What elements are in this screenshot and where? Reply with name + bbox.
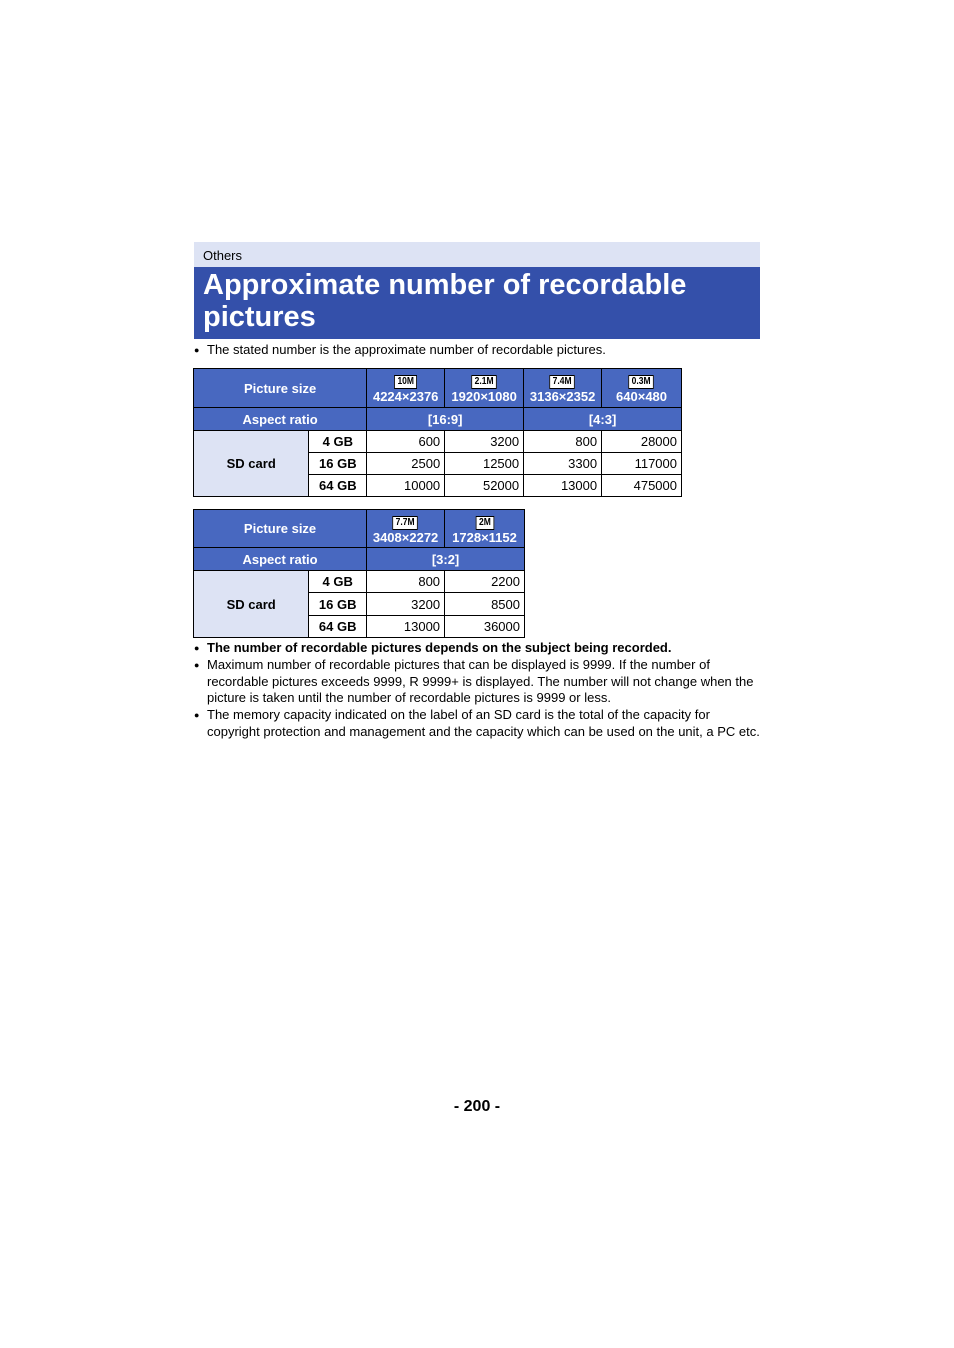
ratio-cell: [16:9]	[367, 408, 524, 431]
sd-card-label: SD card	[194, 431, 309, 497]
picture-size-2m-icon: 2M	[475, 516, 494, 530]
aspect-ratio-header: Aspect ratio	[194, 408, 367, 431]
count-cell: 36000	[445, 616, 525, 638]
count-cell: 475000	[602, 475, 682, 497]
table-row	[194, 431, 682, 453]
size-cell: 2M 1728×1152	[445, 510, 525, 548]
count-cell: 3300	[524, 453, 602, 475]
sd-card-label: SD card	[194, 571, 309, 638]
size-cell: 7.7M 3408×2272	[367, 510, 445, 548]
count-cell: 800	[367, 571, 445, 593]
note-subject-dependency: ● The number of recordable pictures depends on the subject being recorded.	[194, 640, 760, 657]
capacity-cell: 64 GB	[309, 616, 367, 638]
picture-size-7-7m-icon: 7.7M	[393, 516, 419, 530]
capacity-cell: 16 GB	[309, 453, 367, 475]
count-cell: 117000	[602, 453, 682, 475]
capacity-cell: 64 GB	[309, 475, 367, 497]
capacity-cell: 4 GB	[309, 431, 367, 453]
count-cell: 8500	[445, 593, 525, 616]
note-max-display: ● Maximum number of recordable pictures that can be displayed is 9999. If the number of recordable pictures exceeds 9999, R 9999+ is displayed. The number will not change when the picture is taken until the number of recordable pictures is 9999 or less.	[194, 657, 760, 707]
ratio-cell: [4:3]	[524, 408, 682, 431]
size-cell: 0.3M 640×480	[602, 369, 682, 408]
page-title: Approximate number of recordable pictures	[194, 267, 760, 339]
count-cell: 3200	[445, 431, 524, 453]
count-cell: 52000	[445, 475, 524, 497]
capacity-cell: 16 GB	[309, 593, 367, 616]
count-cell: 10000	[367, 475, 445, 497]
table-row	[194, 571, 525, 593]
size-cell: 10M 4224×2376	[367, 369, 445, 408]
picture-size-header: Picture size	[194, 369, 367, 408]
size-cell: 2.1M 1920×1080	[445, 369, 524, 408]
count-cell: 2200	[445, 571, 525, 593]
count-cell: 600	[367, 431, 445, 453]
picture-size-header: Picture size	[194, 510, 367, 548]
picture-size-0-3m-icon: 0.3M	[629, 375, 655, 389]
picture-size-10m-icon: 10M	[394, 375, 417, 389]
aspect-ratio-row	[194, 408, 682, 431]
count-cell: 800	[524, 431, 602, 453]
aspect-ratio-row	[194, 548, 525, 571]
picture-size-7-4m-icon: 7.4M	[550, 375, 576, 389]
recordable-table-2	[193, 509, 525, 638]
intro-note: ● The stated number is the approximate number of recordable pictures.	[194, 342, 760, 359]
ratio-cell: [3:2]	[367, 548, 525, 571]
count-cell: 13000	[524, 475, 602, 497]
count-cell: 28000	[602, 431, 682, 453]
picture-size-row	[194, 369, 682, 408]
page-number: - 200 -	[453, 1098, 501, 1115]
picture-size-2-1m-icon: 2.1M	[471, 375, 497, 389]
count-cell: 13000	[367, 616, 445, 638]
count-cell: 12500	[445, 453, 524, 475]
picture-size-row	[194, 510, 525, 548]
note-sd-capacity: ● The memory capacity indicated on the label of an SD card is the total of the capacity for copyright protection and management and the capacity which can be used on the unit, a PC etc.	[194, 707, 760, 740]
count-cell: 2500	[367, 453, 445, 475]
aspect-ratio-header: Aspect ratio	[194, 548, 367, 571]
size-cell: 7.4M 3136×2352	[524, 369, 602, 408]
count-cell: 3200	[367, 593, 445, 616]
capacity-cell: 4 GB	[309, 571, 367, 593]
section-label: Others	[194, 242, 760, 267]
recordable-table-1	[193, 368, 682, 497]
